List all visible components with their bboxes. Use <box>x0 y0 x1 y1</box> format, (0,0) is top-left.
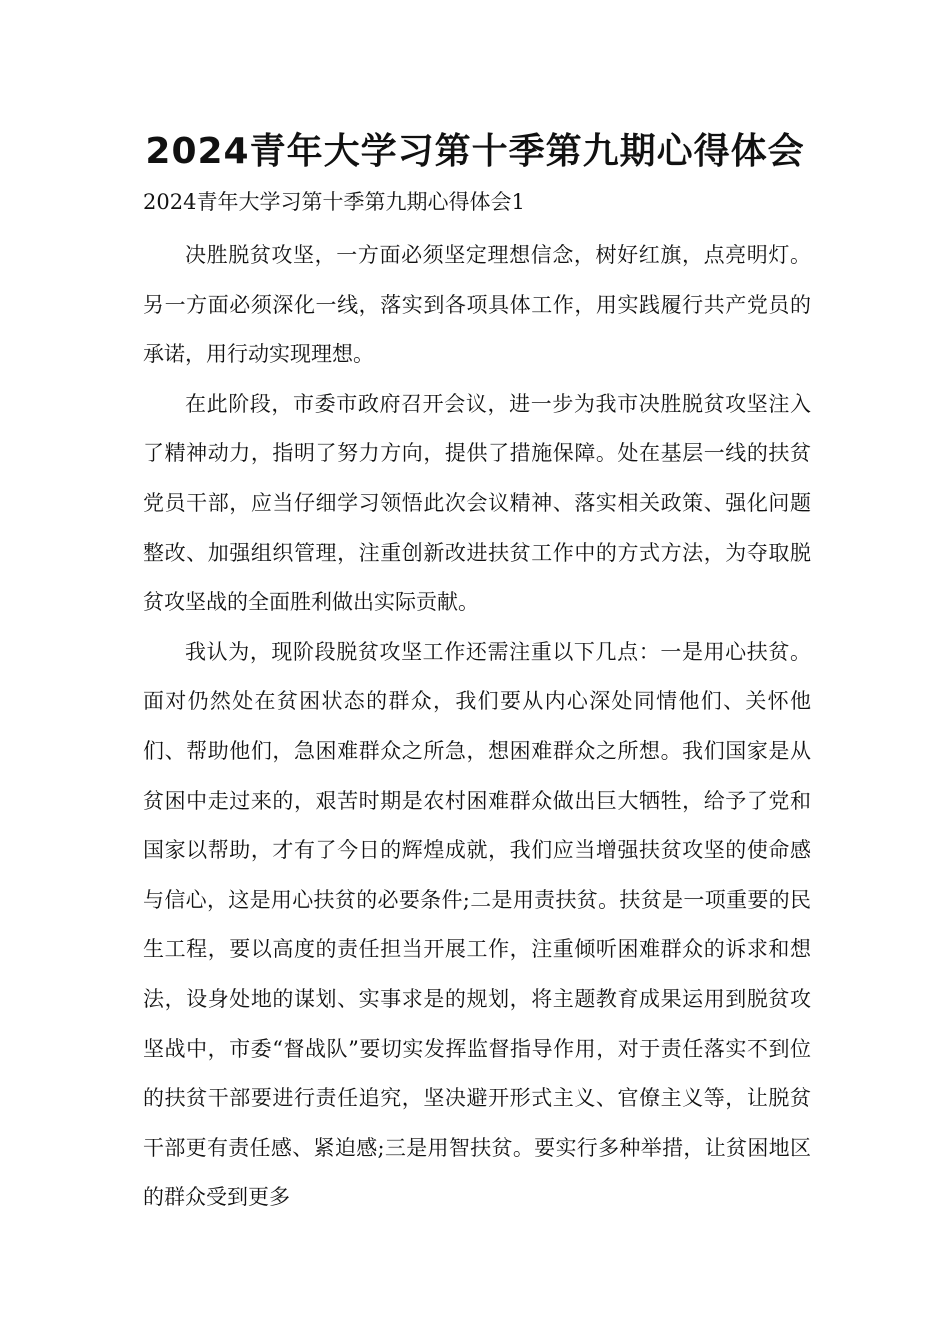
document-body <box>143 231 811 1223</box>
paragraph-1: 决胜脱贫攻坚，一方面必须坚定理想信念，树好红旗，点亮明灯。另一方面必须深化一线，落实到各项具体工作，用实践履行共产党员的承诺，用行动实现理想。 <box>143 243 811 367</box>
document-subtitle: 2024青年大学习第十季第九期心得体会1 <box>143 190 525 214</box>
paragraph-2: 在此阶段，市委市政府召开会议，进一步为我市决胜脱贫攻坚注入了精神动力，指明了努力方向，提供了措施保障。处在基层一线的扶贫党员干部，应当仔细学习领悟此次会议精神、落实相关政策、强化问题整改、加强组织管理，注重创新改进扶贫工作中的方式方法，为夺取脱贫攻坚战的全面胜利做出实际贡献。 <box>143 391 811 615</box>
paragraph-3: 我认为，现阶段脱贫攻坚工作还需注重以下几点：一是用心扶贫。面对仍然处在贫困状态的群众，我们要从内心深处同情他们、关怀他们、帮助他们，急困难群众之所急，想困难群众之所想。我们国家是从贫困中走过来的，艰苦时期是农村困难群众做出巨大牺牲，给予了党和国家以帮助，才有了今日的辉煌成就，我们应当增强扶贫攻坚的使命感与信心，这是用心扶贫的必要条件;二是用责扶贫。扶贫是一项重要的民生工程，要以高度的责任担当开展工作，注重倾听困难群众的诉求和想法，设身处地的谋划、实事求是的规划，将主题教育成果运用到脱贫攻坚战中，市委“督战队”要切实发挥监督指导作用，对于责任落实不到位的扶贫干部要进行责任追究，坚决避开形式主义、官僚主义等，让脱贫干部更有责任感、紧迫感;三是用智扶贫。要实行多种举措，让贫困地区的群众受到更多 <box>143 639 811 1210</box>
document-title: 2024青年大学习第十季第九期心得体会 <box>145 131 805 172</box>
